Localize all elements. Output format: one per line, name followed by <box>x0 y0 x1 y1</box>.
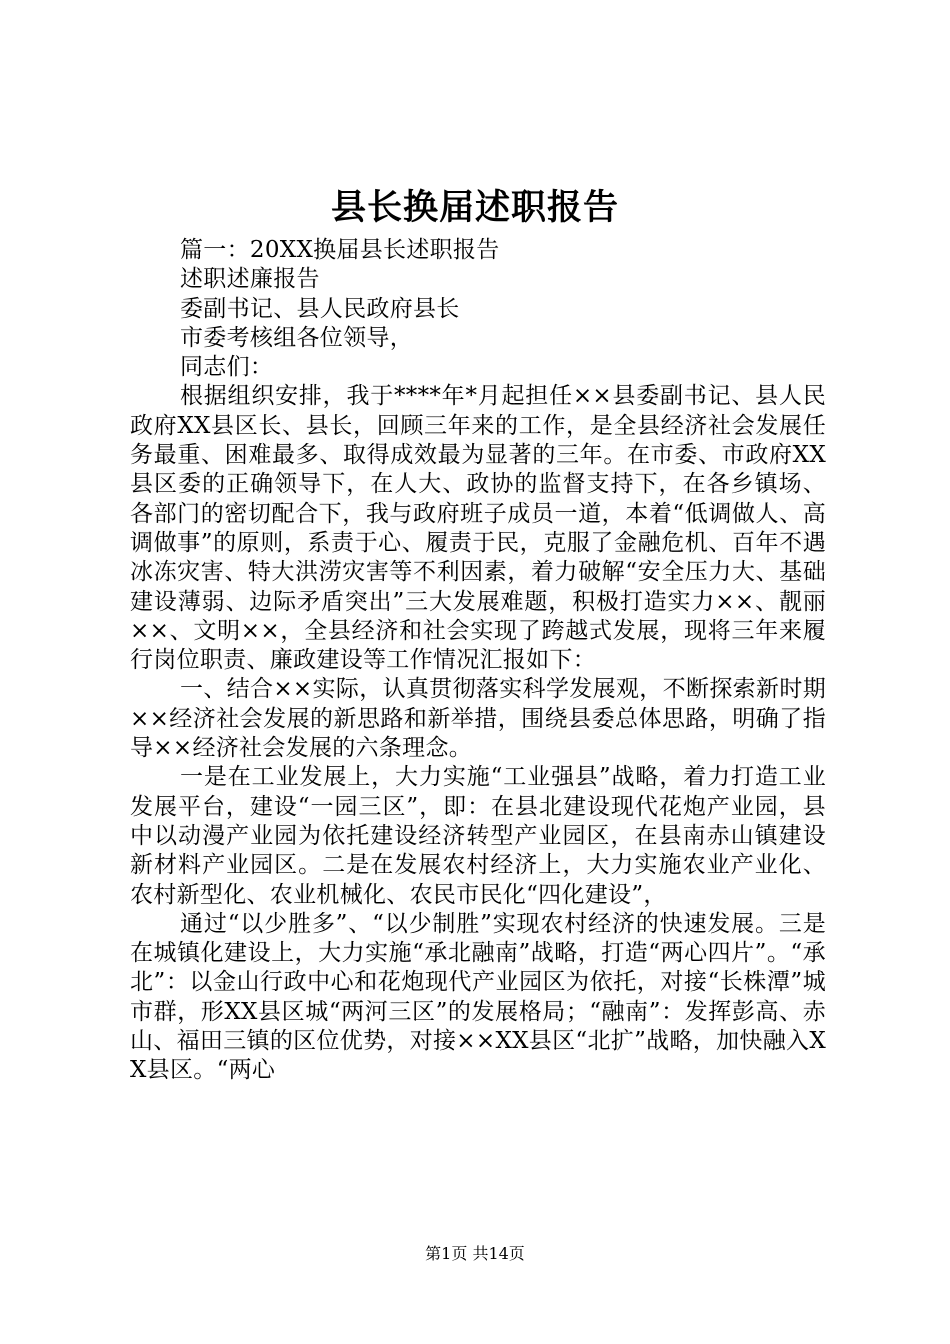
paragraph-body: 通过“以少胜多”、“以少制胜”实现农村经济的快速发展。三是在城镇化建设上，大力实施“承北融南”战略，打造“两心四片”。“承北”：以金山行政中心和花炮现代产业园区为依托，对接“长株潭”城市群，形XX县区城“两河三区”的发展格局；“融南”：发挥彭高、赤山、福田三镇的区位优势，对接××XX县区“北扩”战略，加快融入XX县区。“两心 <box>130 910 826 1084</box>
paragraph-subtitle: 述职述廉报告 <box>180 266 320 293</box>
paragraph-body: 根据组织安排，我于****年*月起担任××县委副书记、县人民政府XX县区长、县长，回顾三年来的工作，是全县经济社会发展任务最重、困难最多、取得成效最为显著的三年。在市委、市政府XX县区委的正确领导下，在人大、政协的监督支持下，在各乡镇场、各部门的密切配合下，我与政府班子成员一道，本着“低调做人、高调做事”的原则，系责于心、履责于民，克服了金融危机、百年不遇冰冻灾害、特大洪涝灾害等不利因素，着力破解“安全压力大、基础建设薄弱、边际矛盾突出”三大发展难题，积极打造实力××、靓丽××、文明××，全县经济和社会实现了跨越式发展，现将三年来履行岗位职责、廉政建设等工作情况汇报如下： <box>130 383 826 674</box>
paragraph-heading: 篇一：20XX换届县长述职报告 <box>180 237 500 263</box>
page-number-footer: 第1页 共14页 <box>425 1244 525 1263</box>
document-body <box>130 236 826 1086</box>
document-title: 县长换届述职报告 <box>330 187 619 228</box>
paragraph-body: 一是在工业发展上，大力实施“工业强县”战略，着力打造工业发展平台，建设“一园三区”，即：在县北建设现代花炮产业园，县中以动漫产业园为依托建设经济转型产业园区，在县南赤山镇建设新材料产业园区。二是在发展农村经济上，大力实施农业产业化、农村新型化、农业机械化、农民市民化“四化建设”， <box>130 764 826 908</box>
paragraph-body: 一、结合××实际，认真贯彻落实科学发展观，不断探索新时期××经济社会发展的新思路和新举措，围绕县委总体思路，明确了指导××经济社会发展的六条理念。 <box>130 676 826 762</box>
paragraph-author-position: 委副书记、县人民政府县长 <box>180 295 460 322</box>
paragraph-salutation: 市委考核组各位领导， <box>180 324 413 351</box>
paragraph-greeting: 同志们： <box>180 354 274 381</box>
